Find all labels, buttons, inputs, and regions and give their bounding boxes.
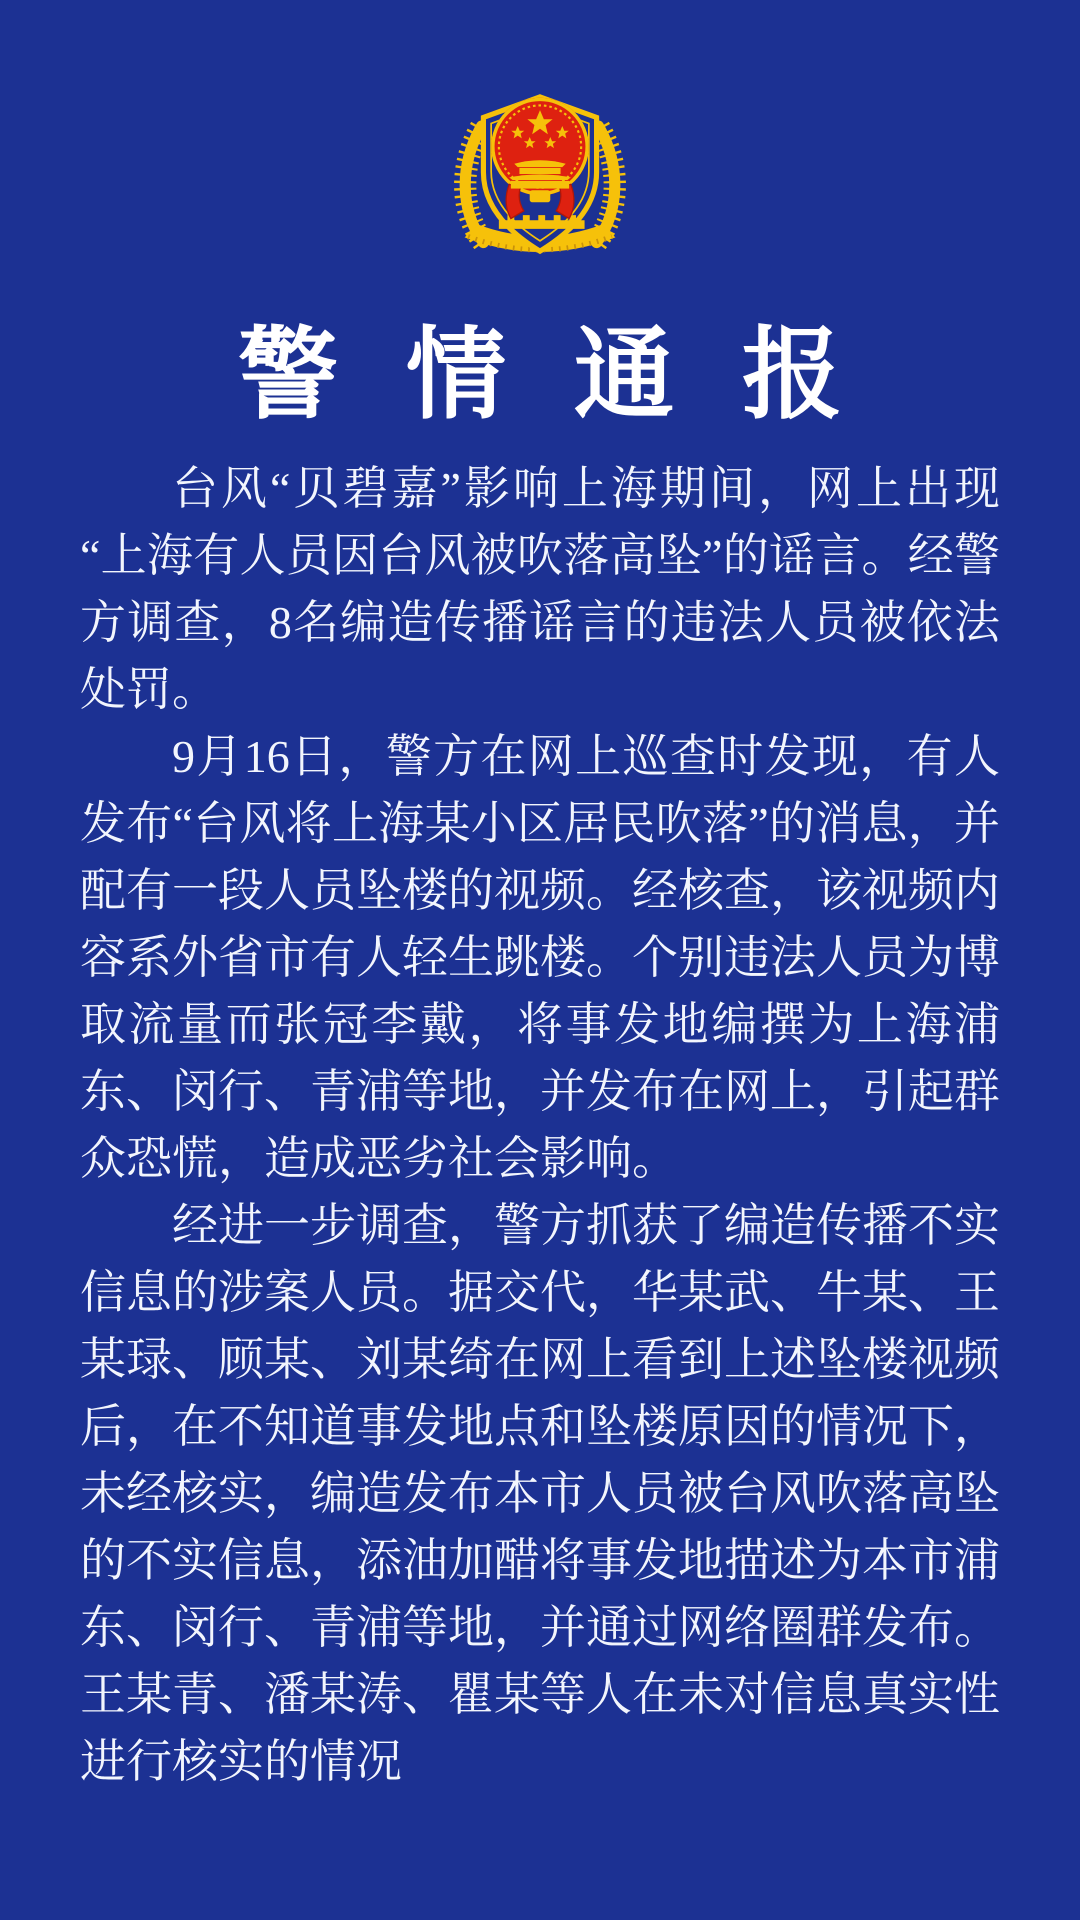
police-emblem	[0, 0, 1080, 258]
notice-paragraph-1: 台风“贝碧嘉”影响上海期间，网上出现“上海有人员因台风被吹落高坠”的谣言。经警方调查，8名编造传播谣言的违法人员被依法处罚。	[80, 463, 1000, 715]
notice-title: 警情通报	[238, 320, 910, 431]
notice-body	[80, 455, 1000, 1795]
notice-paragraph-2: 9月16日，警方在网上巡查时发现，有人发布“台风将上海某小区居民吹落”的消息，并配有一段人员坠楼的视频。经核查，该视频内容系外省市有人轻生跳楼。个别违法人员为博取流量而张冠李戴，将事发地编撰为上海浦东、闵行、青浦等地，并发布在网上，引起群众恐慌，造成恶劣社会影响。	[80, 731, 1000, 1184]
police-emblem-icon	[454, 90, 626, 258]
notice-paragraph-3: 经进一步调查，警方抓获了编造传播不实信息的涉案人员。据交代，华某武、牛某、王某琭、顾某、刘某绮在网上看到上述坠楼视频后，在不知道事发地点和坠楼原因的情况下，未经核实，编造发布本市人员被台风吹落高坠的不实信息，添油加醋将事发地描述为本市浦东、闵行、青浦等地，并通过网络圈群发布。王某青、潘某涛、瞿某等人在未对信息真实性进行核实的情况	[80, 1200, 1000, 1787]
